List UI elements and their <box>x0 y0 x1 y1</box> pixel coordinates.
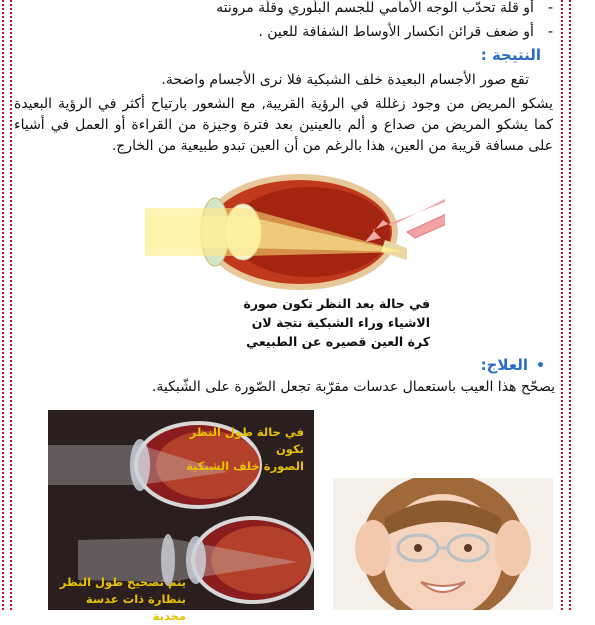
bullet-text-1: أو قلة تحدّب الوجه الأمامي للجسم البلّوري وقلّة مرونته <box>216 0 534 16</box>
bullet-item-2: -أو ضعف قرائن انكسار الأوساط الشفافة للعين . <box>258 24 553 40</box>
figure1-caption-line-3: كرة العين قصيره عن الطبيعي <box>246 334 430 349</box>
figure1-caption <box>190 294 430 351</box>
hyperopia-eye-diagram <box>145 172 445 294</box>
correction-caption-bottom-line-2: بنظارة ذات عدسة محدبة <box>85 592 186 623</box>
correction-caption-bottom-line-1: يتم تصحيح طول النظر <box>59 575 186 589</box>
treatment-text: يصحّح هذا العيب باستعمال عدسات مقرّبة تجعل الصّورة على الشّبكية. <box>151 379 555 395</box>
figure1-caption-line-2: الاشياء وراء الشبكية نتجة لان <box>251 315 430 330</box>
treatment-heading: العلاج: <box>480 356 529 374</box>
treatment-heading-row <box>481 356 545 374</box>
page-border-right <box>561 0 571 610</box>
result-heading: النتيجة : <box>480 46 541 64</box>
bullet-item-1: -أو قلة تحدّب الوجه الأمامي للجسم البلّوري وقلّة مرونته <box>216 0 553 16</box>
figure1-caption-line-1: في حالة بعد النظر تكون صورة <box>243 296 430 311</box>
bullet-text-2: أو ضعف قرائن انكسار الأوساط الشفافة للعين . <box>258 24 534 40</box>
treatment-bullet: • <box>536 358 545 374</box>
result-line-1: تقع صور الأجسام البعيدة خلف الشبكية فلا نرى الأجسام واضحة. <box>161 72 529 88</box>
child-glasses-illustration <box>333 478 553 610</box>
correction-diagram-panel <box>48 410 314 623</box>
correction-caption-top-line-2: الصورة خلف الشبكية <box>186 459 304 473</box>
child-with-glasses-photo <box>333 478 553 610</box>
result-paragraph: يشكو المريض من وجود زغللة في الرؤية القريبة, مع الشعور بارتياح أكثر في الرؤية البعيدة كما يشكو المريض من صداع و ألم بالعينين بعد فترة وجيزة من القراءة أو العمل في أشياء على مسافة قريبة من العين، هذا بالرغم من أن العين تبدو طبيعية من الخارج. <box>14 96 553 154</box>
correction-caption-top-line-1: في حالة طول النظر تكون <box>189 425 304 456</box>
page-border-left <box>2 0 12 610</box>
correction-caption-bottom <box>56 574 186 625</box>
correction-caption-top <box>164 424 304 475</box>
